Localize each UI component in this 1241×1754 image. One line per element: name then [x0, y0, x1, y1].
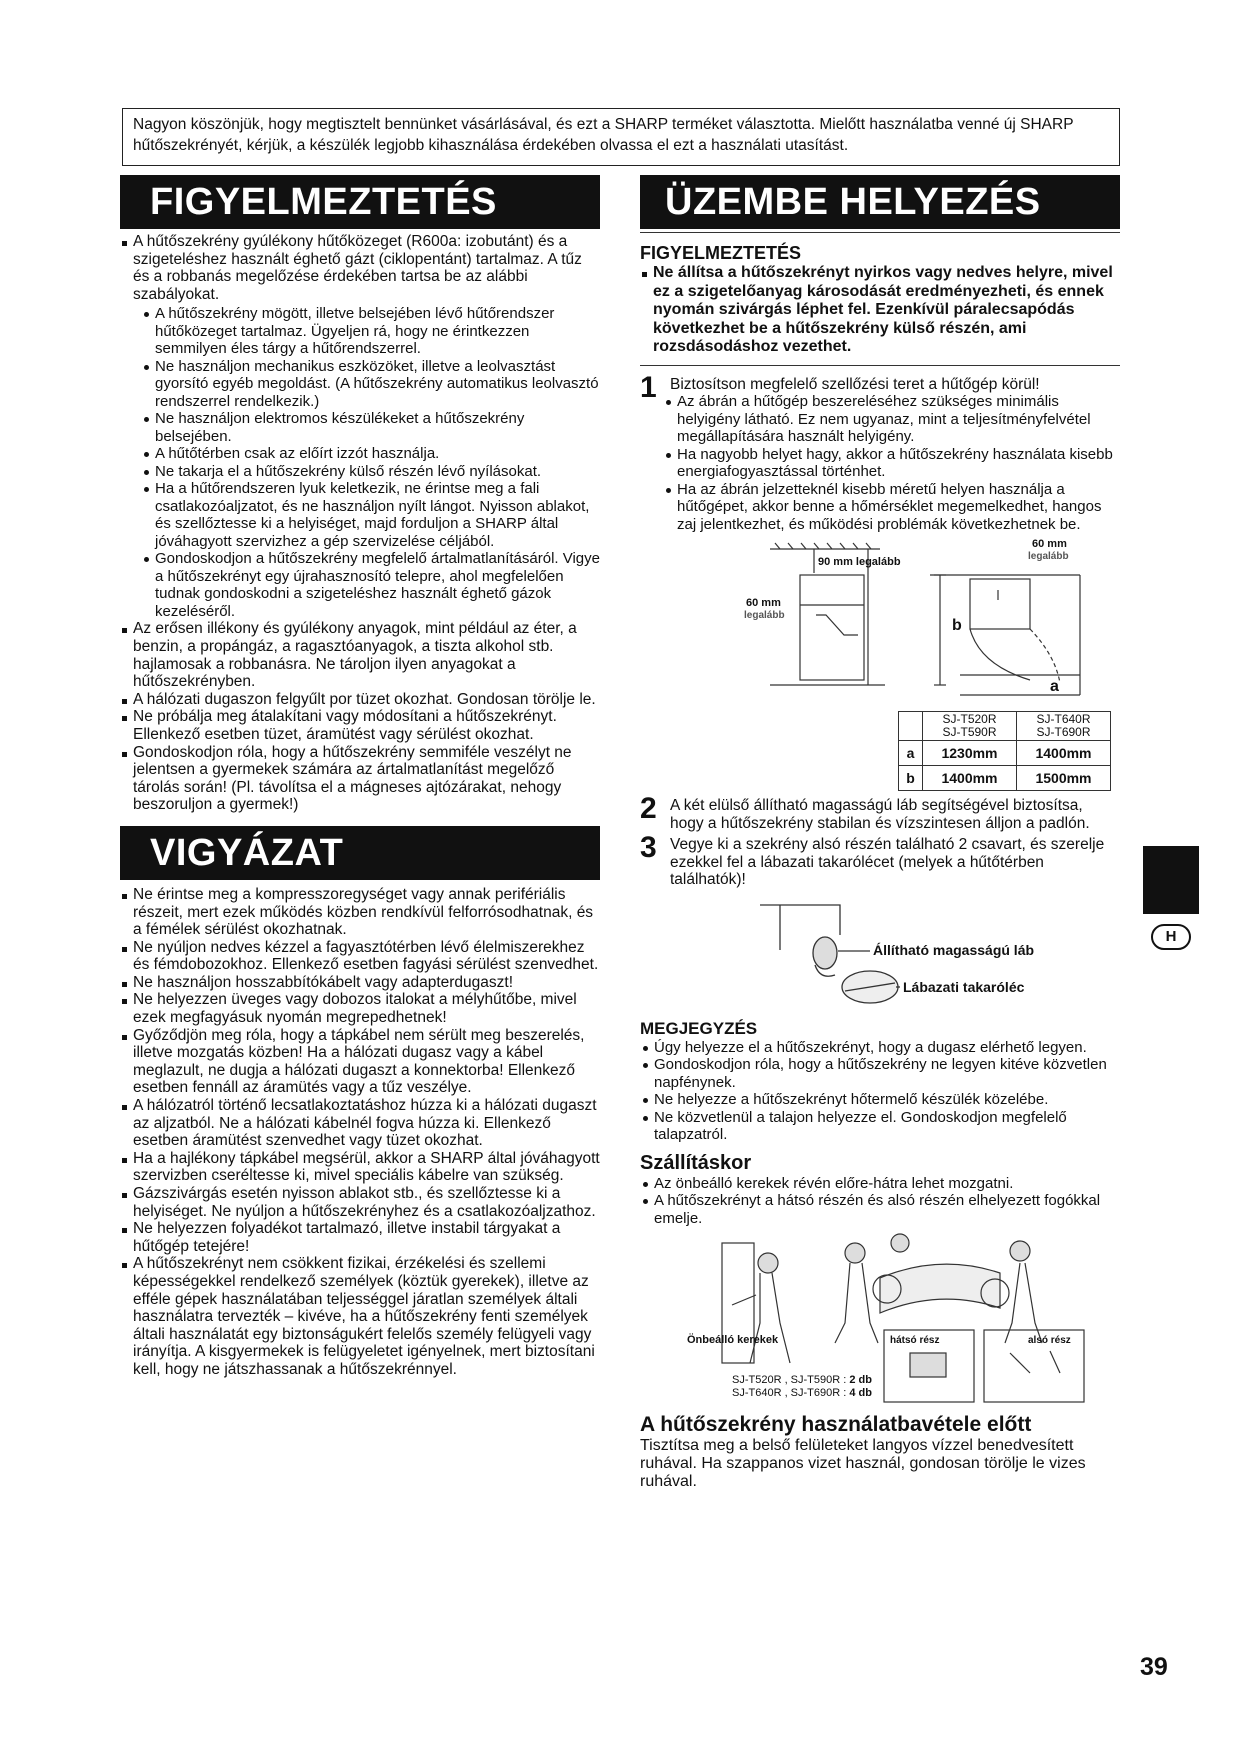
- caution-item: Ne érintse meg a kompresszoregységet vagy annak perifériális részeit, mert ezek működés közben rendkívül felforrósodhatnak, és a fémélek sérülést okozhatnak.: [120, 886, 600, 939]
- step-3: [640, 831, 1120, 889]
- warning-item: Gondoskodjon róla, hogy a hűtőszekrény semmiféle veszélyt ne jelentsen a gyermekek számára az ártalmatlanítást megelőző tárolás során! (Pl. távolítsa el a mágneses ajtózárakat, nehogy beszoruljon a gyermek!): [120, 744, 600, 814]
- caution-banner: VIGYÁZAT: [120, 826, 600, 880]
- table-cell: b: [899, 766, 923, 791]
- table-header-cell: SJ-T640R SJ-T690R: [1017, 712, 1111, 741]
- dimension-b-label: b: [952, 617, 962, 634]
- table-cell: 1400mm: [923, 766, 1017, 791]
- back-part-label: hátsó rész: [890, 1335, 940, 1346]
- models-line-2: SJ-T640R , SJ-T690R : 4 db: [732, 1387, 872, 1399]
- language-tab-block: [1143, 846, 1199, 914]
- right-gap-label: 60 mm: [1032, 538, 1067, 550]
- language-tab-label: H: [1151, 924, 1191, 950]
- top-gap-label: 90 mm legalább: [818, 556, 901, 568]
- models-line-1: SJ-T520R , SJ-T590R : 2 db: [732, 1374, 872, 1386]
- installation-warning-heading: FIGYELMEZTETÉS: [640, 243, 802, 263]
- divider: [640, 365, 1120, 366]
- right-column: [640, 175, 1120, 1491]
- table-header-row: [899, 712, 1111, 741]
- warning-subitem: Ne használjon elektromos készülékeket a hűtőszekrény belsejében.: [141, 410, 600, 445]
- step-1-list: [663, 393, 1120, 533]
- caution-item: Győződjön meg róla, hogy a tápkábel nem sérült meg beszerelés, illetve mozgatás közben! Ha a hálózati dugasz vagy a kábel meglazult, ne dugja a hálózati dugaszt a konnektorba! Ellenkező esetben fennáll az áramütés vagy a tűz veszélye.: [120, 1027, 600, 1097]
- note-list: [640, 1039, 1120, 1144]
- transport-heading: Szállításkor: [640, 1151, 752, 1174]
- note-heading: MEGJEGYZÉS: [640, 1018, 758, 1038]
- dimension-a-label: a: [1050, 678, 1059, 695]
- note-item: Ne helyezze a hűtőszekrényt hőtermelő készülék közelébe.: [640, 1091, 1120, 1109]
- step-text: Biztosítson megfelelő szellőzési teret a hűtőgép körül!: [670, 375, 1040, 393]
- table-header-cell: SJ-T520R SJ-T590R: [923, 712, 1017, 741]
- caution-item: Ne helyezzen folyadékot tartalmazó, illetve instabil tárgyakat a hűtőgép tetejére!: [120, 1220, 600, 1255]
- step-text: Vegye ki a szekrény alsó részén található 2 csavart, és szerelje ezekkel fel a lábazati takarólécet (melyek a hűtőtérben találhatók)!: [670, 836, 1105, 888]
- warning-list: [120, 233, 600, 814]
- table-row: [899, 741, 1111, 766]
- step-number: 2: [640, 792, 657, 825]
- note-item: Ne közvetlenül a talajon helyezze el. Gondoskodjon megfelelő talapzatról.: [640, 1109, 1120, 1144]
- left-column: [120, 175, 600, 1379]
- table-row: [899, 766, 1111, 791]
- transport-illustration: [640, 1233, 1120, 1403]
- warning-subitem: Ne takarja el a hűtőszekrény külső részén lévő nyílásokat.: [141, 463, 600, 481]
- warning-subitem: A hűtőszekrény mögött, illetve belsejében lévő hűtőrendszer hűtőközeget tartalmaz. Ügyeljen rá, hogy ne érintkezzen semmilyen éles tárgy a hűtőrendszerrel.: [141, 305, 600, 358]
- caution-item: Ne használjon hosszabbítókábelt vagy adapterdugaszt!: [120, 974, 600, 992]
- adjustable-foot-label: Állítható magasságú láb: [873, 941, 1035, 958]
- step-2: [640, 792, 1120, 832]
- step-1-item: Az ábrán a hűtőgép beszereléséhez szükséges minimális helyigény látható. Ez nem ugyanaz, mint a teljesítményfelvétel megállapítására használt helyigény.: [663, 393, 1120, 446]
- caution-item: A hálózatról történő lecsatlakoztatáshoz húzza ki a hálózati dugaszt az aljzatból. Ne a hálózati kábelnél fogva húzza ki. Ellenkező esetben áramütést szenvedhet vagy tüzet okozhat.: [120, 1097, 600, 1150]
- warning-item: A hűtőszekrény gyúlékony hűtőközeget (R600a: izobutánt) és a szigeteléshez használt éghető gázt (ciklopentánt) tartalmaz. A tűz és a robbanás megelőzése érdekében tartsa be az alábbi szabályokat. A hűtőszekrény mögött, illetve belsejében lévő hűtőrendszer hűtőközeget tartalmaz. Ügyeljen rá, hogy ne érintkezzen semmilyen éles tárgy a hűtőrendszerrel. Ne használjon mechanikus eszközöket, illetve a leolvasztást gyorsító egyéb megoldást. (A hűtőszekrény automatikus leolvasztó rendszerrel rendelkezik.) Ne használjon elektromos készülékeket a hűtőszekrény belsejében. A hűtőtérben csak az előírt izzót használja. Ne takarja el a hűtőszekrény külső részén lévő nyílásokat. Ha a hűtőrendszeren lyuk keletkezik, ne érintse meg a fali csatlakozóaljzatot, és ne használjon nyílt lángot. Nyisson ablakot, és szellőztesse ki a helyiséget, majd forduljon a SHARP által jóváhagyott szervizhez a gép szervizelése céljából. Gondoskodjon a hűtőszekrény megfelelő ártalmatlanításáról. Vigye a hűtőszekrényt egy újrahasznosító telepre, ahol megfelelően tudnak gondoskodni a szigeteléshez használt éghető gázok kezeléséről.: [120, 233, 600, 620]
- bottom-part-label: alsó rész: [1028, 1335, 1071, 1346]
- installation-warning-text: Ne állítsa a hűtőszekrényt nyirkos vagy nedves helyre, mivel ez a szigetelőanyag károsodását eredményezheti, és ennek nyomán szivárgás léphet fel. Ezenkívül páralecsapódás következhet be a hűtőszekrény külső részén, ami rozsdásodáshoz vezethet.: [640, 264, 1120, 357]
- caution-item: Ha a hajlékony tápkábel megsérül, akkor a SHARP által jóváhagyott szervizben cseréltesse ki, mivel speciális kábelre van szükség.: [120, 1150, 600, 1185]
- step-number: 1: [640, 370, 657, 404]
- divider: [640, 232, 1120, 233]
- caution-item: A hűtőszekrényt nem csökkent fizikai, érzékelési és szellemi képességekkel rendelkező személyek (köztük gyerekek), illetve az efféle gépek használatában teljességgel járatlan személyek általi használatra tervezték – kivéve, ha a hűtőszekrény fenti személyek általi használatát egy biztonságukért felelős személy felügyeli vagy irányítja. A kisgyermekek is felügyeletet igényelnek, mert biztosítani kell, hogy ne játszhassanak a hűtőszekrénnyel.: [120, 1255, 600, 1378]
- wheels-label: Önbeálló kerekek: [687, 1334, 779, 1346]
- before-use-text: Tisztítsa meg a belső felületeket langyos vízzel benedvesített ruhával. Ha szappanos vizet használ, gondosan törölje le vizes ruhával.: [640, 1437, 1086, 1490]
- caution-item: Ne helyezzen üveges vagy dobozos italokat a mélyhűtőbe, mivel ezek megfagyásuk nyomán megrepedhetnek!: [120, 991, 600, 1026]
- before-use-heading: A hűtőszekrény használatbavétele előtt: [640, 1413, 1032, 1436]
- page-number: 39: [1140, 1653, 1168, 1681]
- installation-banner: ÜZEMBE HELYEZÉS: [640, 175, 1120, 229]
- transport-list: [640, 1175, 1120, 1228]
- step-1-item: Ha az ábrán jelzetteknél kisebb méretű helyen használja a hűtőgépet, akkor benne a hőmérséklet megemelkedhet, hangos zaj jelentkezhet, és működési problémák következhetnek be.: [663, 481, 1120, 534]
- table-cell: 1500mm: [1017, 766, 1111, 791]
- side-gap-label: 60 mm: [746, 597, 781, 609]
- caution-list: [120, 886, 600, 1379]
- warning-item: A hálózati dugaszon felgyűlt por tüzet okozhat. Gondosan törölje le.: [120, 691, 600, 709]
- step-number: 3: [640, 831, 657, 864]
- dimension-table: [898, 711, 1111, 791]
- side-gap-sub: legalább: [744, 610, 785, 621]
- note-item: Úgy helyezze el a hűtőszekrényt, hogy a dugasz elérhető legyen.: [640, 1039, 1120, 1057]
- warning-sublist: [141, 305, 600, 620]
- warning-item: Ne próbálja meg átalakítani vagy módosítani a hűtőszekrényt. Ellenkező esetben tüzet, áramütést vagy sérülést okozhat.: [120, 708, 600, 743]
- warning-subitem: Ha a hűtőrendszeren lyuk keletkezik, ne érintse meg a fali csatlakozóaljzatot, és ne használjon nyílt lángot. Nyisson ablakot, és szellőztesse ki a helyiséget, majd forduljon a SHARP által jóváhagyott szervizhez a gép szervizelése céljából.: [141, 480, 600, 550]
- step-text: A két elülső állítható magasságú láb segítségével biztosítsa, hogy a hűtőszekrény stabilan és vízszintesen álljon a padlón.: [670, 797, 1090, 832]
- warning-item: Az erősen illékony és gyúlékony anyagok, mint például az éter, a benzin, a propángáz, a ragasztóanyagok, a tiszta alkohol stb. hajlamosak a robbanásra. Ne tároljon ilyen anyagokat a hűtőszekrényben.: [120, 620, 600, 690]
- caution-item: Gázszivárgás esetén nyisson ablakot stb., és szellőztesse ki a helyiséget. Ne nyúljon a hűtőszekrényhez és a csatlakozóaljzathoz.: [120, 1185, 600, 1220]
- warning-subitem: A hűtőtérben csak az előírt izzót használja.: [141, 445, 600, 463]
- table-cell: a: [899, 741, 923, 766]
- intro-box: Nagyon köszönjük, hogy megtisztelt bennünket vásárlásával, és ezt a SHARP terméket választotta. Mielőtt használatba venné új SHARP hűtőszekrényét, kérjük, a készülék legjobb kihasználása érdekében olvassa el ezt a használati utasítást.: [122, 108, 1120, 166]
- caution-item: Ne nyúljon nedves kézzel a fagyasztótérben lévő élelmiszerekhez és fémdobozokhoz. Ellenkező esetben fagyási sérülést szenvedhet.: [120, 939, 600, 974]
- installation-warning-list: [640, 264, 1120, 357]
- step-1: [640, 370, 1120, 534]
- table-cell: 1230mm: [923, 741, 1017, 766]
- transport-item: A hűtőszekrényt a hátsó részén és alsó részén elhelyezett fogókkal emelje.: [640, 1192, 1120, 1227]
- warning-banner: FIGYELMEZTETÉS: [120, 175, 600, 229]
- table-cell: 1400mm: [1017, 741, 1111, 766]
- plinth-cover-label: Lábazati takaróléc: [903, 978, 1025, 995]
- note-item: Gondoskodjon róla, hogy a hűtőszekrény ne legyen kitéve közvetlen napfénynek.: [640, 1056, 1120, 1091]
- warning-subitem: Gondoskodjon a hűtőszekrény megfelelő ártalmatlanításáról. Vigye a hűtőszekrényt egy újrahasznosító telepre, ahol megfelelően tudnak gondoskodni a szigeteléshez használt éghető gázok kezeléséről.: [141, 550, 600, 620]
- right-gap-sub: legalább: [1028, 551, 1069, 562]
- warning-subitem: Ne használjon mechanikus eszközöket, illetve a leolvasztást gyorsító egyéb megoldást. (A hűtőszekrény automatikus leolvasztó rendszerrel rendelkezik.): [141, 358, 600, 411]
- clearance-diagram: [640, 535, 1120, 705]
- adjustable-foot-diagram: [640, 895, 1120, 1015]
- step-1-item: Ha nagyobb helyet hagy, akkor a hűtőszekrény használata kisebb energiafogyasztással történhet.: [663, 446, 1120, 481]
- transport-item: Az önbeálló kerekek révén előre-hátra lehet mozgatni.: [640, 1175, 1120, 1193]
